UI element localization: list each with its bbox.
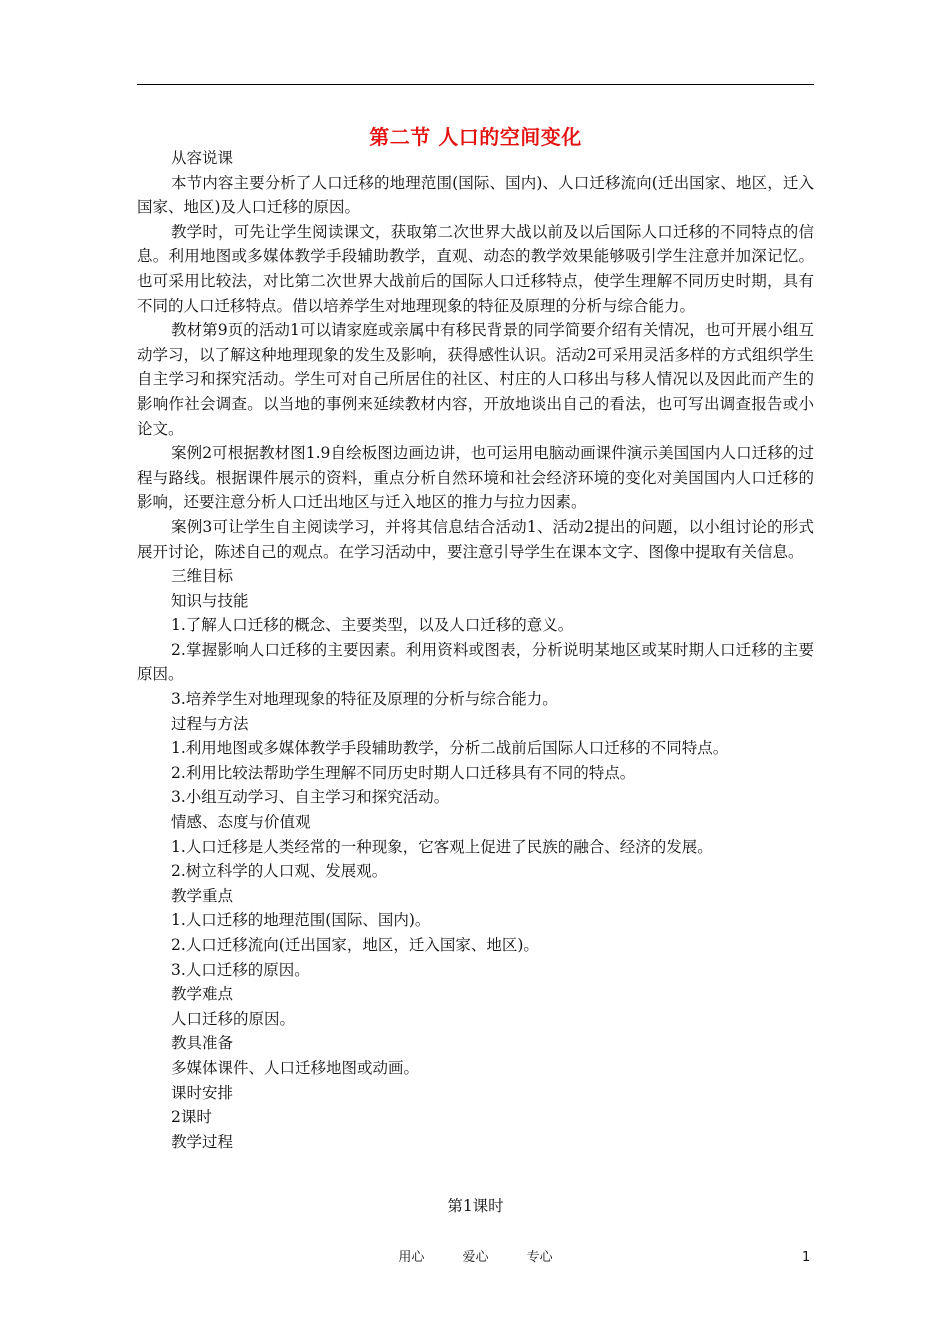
footer-text-middle: 爱心	[462, 1250, 489, 1265]
paragraph: 案例3可让学生自主阅读学习，并将其信息结合活动1、活动2提出的问题，以小组讨论的形式展开讨论，陈述自己的观点。在学习活动中，要注意引导学生在课本文字、图像中提取有关信息。	[137, 517, 814, 561]
section-heading: 教学重点	[171, 886, 234, 905]
list-item: 2.利用比较法帮助学生理解不同历史时期人口迁移具有不同的特点。	[171, 763, 636, 782]
section-heading: 教具准备	[171, 1034, 234, 1053]
section-heading: 教学过程	[171, 1132, 234, 1151]
list-item: 1.人口迁移是人类经常的一种现象，它客观上促进了民族的融合、经济的发展。	[171, 837, 713, 856]
list-item: 3.小组互动学习、自主学习和探究活动。	[171, 788, 450, 807]
list-item: 2.掌握影响人口迁移的主要因素。利用资料或图表，分析说明某地区或某时期人口迁移的主要原因。	[137, 640, 814, 684]
section-heading: 从容说课	[171, 149, 234, 167]
footer-text-right: 专心	[526, 1250, 553, 1265]
list-item: 3.培养学生对地理现象的特征及原理的分析与综合能力。	[171, 690, 558, 709]
paragraph: 案例2可根据教材图1.9自绘板图边画边讲，也可运用电脑动画课件演示美国国内人口迁移的过程与路线。根据课件展示的资料，重点分析自然环境和社会经济环境的变化对美国国内人口迁移的影响，还要注意分析人口迁出地区与迁入地区的推力与拉力因素。	[137, 444, 814, 512]
list-item: 2.树立科学的人口观、发展观。	[171, 862, 388, 881]
document-title: 第二节 人口的空间变化	[369, 125, 582, 149]
subsection-heading: 情感、态度与价值观	[171, 813, 311, 832]
page-number: 1	[802, 1250, 811, 1265]
list-item: 1.利用地图或多媒体教学手段辅助教学，分析二战前后国际人口迁移的不同特点。	[171, 739, 729, 758]
document-body	[137, 146, 814, 1154]
list-item: 1.了解人口迁移的概念、主要类型，以及人口迁移的意义。	[171, 616, 574, 635]
paragraph: 教材第9页的活动1可以请家庭或亲属中有移民背景的同学简要介绍有关情况，也可开展小组互动学习，以了解这种地理现象的发生及影响，获得感性认识。活动2可采用灵活多样的方式组织学生自主学习和探究活动。学生可对自己所居住的社区、村庄的人口移出与移人情况以及因此而产生的影响作社会调查。以当地的事例来延续教材内容，开放地谈出自己的看法，也可写出调查报告或小论文。	[137, 321, 814, 438]
section-heading: 教学难点	[171, 985, 234, 1004]
paragraph: 多媒体课件、人口迁移地图或动画。	[171, 1058, 420, 1077]
section-heading: 课时安排	[171, 1083, 234, 1102]
paragraph: 人口迁移的原因。	[171, 1009, 296, 1028]
footer-text-left: 用心	[398, 1250, 425, 1265]
paragraph: 教学时，可先让学生阅读课文，获取第二次世界大战以前及以后国际人口迁移的不同特点的信息。利用地图或多媒体教学手段辅助教学，直观、动态的教学效果能够吸引学生注意并加深记忆。也可采用比较法，对比第二次世界大战前后的国际人口迁移特点，使学生理解不同历史时期，具有不同的人口迁移特点。借以培养学生对地理现象的特征及原理的分析与综合能力。	[137, 222, 814, 315]
header-rule	[137, 84, 814, 85]
list-item: 3.人口迁移的原因。	[171, 960, 310, 979]
list-item: 2.人口迁移流向(迁出国家，地区，迁入国家、地区)。	[171, 936, 539, 954]
list-item: 1.人口迁移的地理范围(国际、国内)。	[171, 911, 431, 930]
lesson-heading: 第1课时	[447, 1197, 504, 1215]
paragraph: 本节内容主要分析了人口迁移的地理范围(国际、国内)、人口迁移流向(迁出国家、地区，迁入国家、地区)及人口迁移的原因。	[137, 173, 814, 217]
subsection-heading: 过程与方法	[171, 714, 249, 733]
paragraph: 2课时	[171, 1108, 212, 1127]
section-heading: 三维目标	[171, 567, 234, 586]
page-footer	[137, 1248, 814, 1268]
subsection-heading: 知识与技能	[171, 591, 249, 610]
